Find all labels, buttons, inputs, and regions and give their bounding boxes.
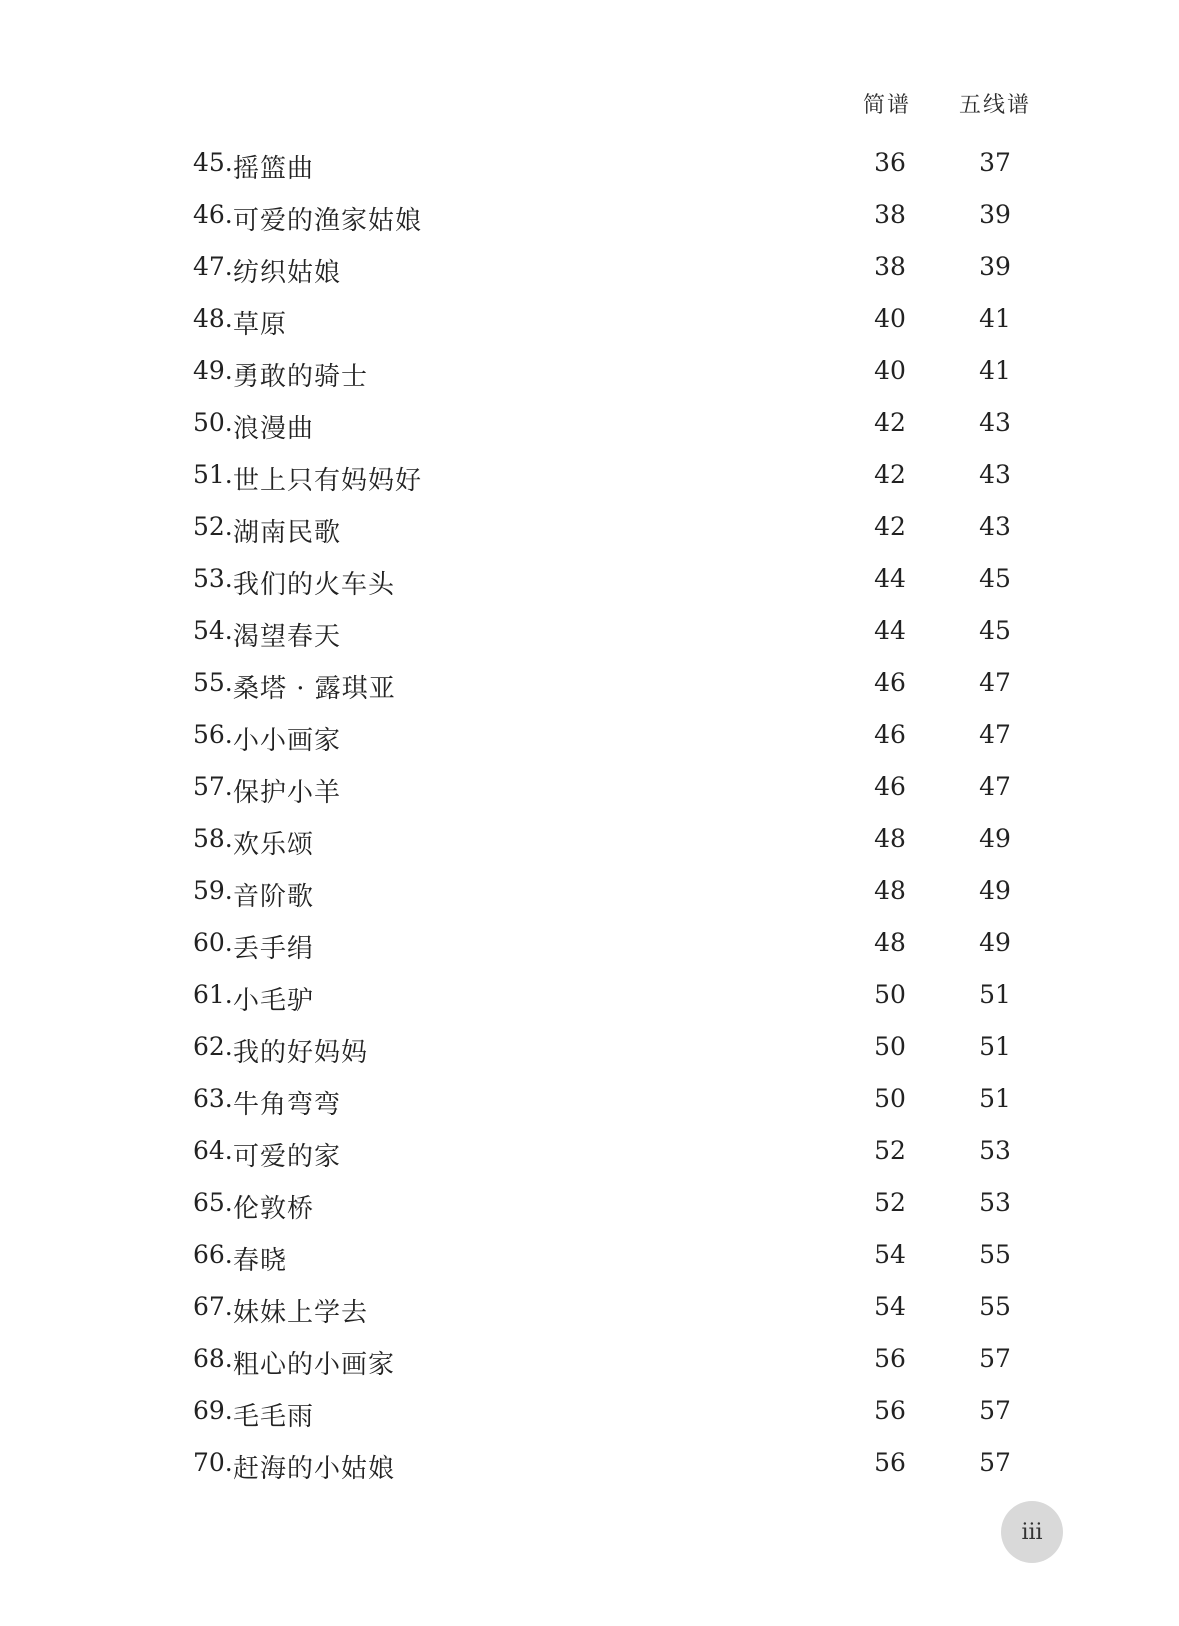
entry-page-wuxianpu: 53 bbox=[979, 1136, 1011, 1165]
entry-page-jianpu: 46 bbox=[874, 720, 906, 749]
entry-page-wuxianpu: 51 bbox=[979, 1032, 1011, 1061]
entry-page-wuxianpu: 39 bbox=[979, 252, 1011, 281]
entry-title: 保护小羊 bbox=[233, 778, 342, 808]
entry-number: 67. bbox=[193, 1292, 233, 1321]
entry-number: 45. bbox=[193, 148, 233, 177]
toc-entry[interactable] bbox=[0, 140, 1179, 192]
toc-entry[interactable] bbox=[0, 1284, 1179, 1336]
entry-title: 草原 bbox=[233, 310, 288, 340]
entry-number: 52. bbox=[193, 512, 233, 541]
entry-page-jianpu: 52 bbox=[874, 1136, 906, 1165]
entry-page-jianpu: 44 bbox=[874, 564, 906, 593]
entry-page-wuxianpu: 49 bbox=[979, 876, 1011, 905]
entry-page-jianpu: 50 bbox=[874, 1084, 906, 1113]
toc-entry[interactable] bbox=[0, 868, 1179, 920]
entry-page-wuxianpu: 51 bbox=[979, 1084, 1011, 1113]
toc-entry[interactable] bbox=[0, 556, 1179, 608]
entry-page-wuxianpu: 37 bbox=[979, 148, 1011, 177]
entry-page-jianpu: 56 bbox=[874, 1448, 906, 1477]
toc-entry[interactable] bbox=[0, 1440, 1179, 1492]
entry-page-wuxianpu: 47 bbox=[979, 668, 1011, 697]
entry-page-wuxianpu: 49 bbox=[979, 824, 1011, 853]
toc-entry[interactable] bbox=[0, 296, 1179, 348]
entry-number: 48. bbox=[193, 304, 233, 333]
entry-title: 牛角弯弯 bbox=[233, 1090, 342, 1120]
toc-entry[interactable] bbox=[0, 920, 1179, 972]
entry-title: 桑塔 · 露琪亚 bbox=[233, 674, 396, 704]
entry-page-wuxianpu: 47 bbox=[979, 772, 1011, 801]
entry-title: 渴望春天 bbox=[233, 622, 342, 652]
column-header-jianpu: 简谱 bbox=[862, 93, 911, 118]
entry-page-wuxianpu: 47 bbox=[979, 720, 1011, 749]
entry-number: 50. bbox=[193, 408, 233, 437]
entry-page-jianpu: 50 bbox=[874, 1032, 906, 1061]
entry-title: 我们的火车头 bbox=[233, 570, 396, 600]
entry-number: 51. bbox=[193, 460, 233, 489]
entry-page-jianpu: 48 bbox=[874, 824, 906, 853]
toc-entry[interactable] bbox=[0, 816, 1179, 868]
toc-entry[interactable] bbox=[0, 1180, 1179, 1232]
entry-number: 63. bbox=[193, 1084, 233, 1113]
entry-title: 摇篮曲 bbox=[233, 154, 315, 184]
entry-title: 妹妹上学去 bbox=[233, 1298, 369, 1328]
entry-page-jianpu: 54 bbox=[874, 1240, 906, 1269]
entry-page-wuxianpu: 53 bbox=[979, 1188, 1011, 1217]
entry-number: 57. bbox=[193, 772, 233, 801]
entry-page-jianpu: 56 bbox=[874, 1344, 906, 1373]
entry-page-jianpu: 36 bbox=[874, 148, 906, 177]
entry-page-jianpu: 42 bbox=[874, 408, 906, 437]
entry-title: 粗心的小画家 bbox=[233, 1350, 396, 1380]
entry-title: 伦敦桥 bbox=[233, 1194, 315, 1224]
entry-page-wuxianpu: 55 bbox=[979, 1292, 1011, 1321]
entry-page-wuxianpu: 57 bbox=[979, 1344, 1011, 1373]
toc-entry[interactable] bbox=[0, 244, 1179, 296]
toc-entry[interactable] bbox=[0, 712, 1179, 764]
toc-entry[interactable] bbox=[0, 1388, 1179, 1440]
entry-title: 可爱的家 bbox=[233, 1142, 342, 1172]
entry-page-jianpu: 48 bbox=[874, 876, 906, 905]
entry-page-wuxianpu: 39 bbox=[979, 200, 1011, 229]
entry-number: 64. bbox=[193, 1136, 233, 1165]
toc-entry[interactable] bbox=[0, 1076, 1179, 1128]
entry-page-jianpu: 50 bbox=[874, 980, 906, 1009]
entry-number: 55. bbox=[193, 668, 233, 697]
toc-entry[interactable] bbox=[0, 1232, 1179, 1284]
entry-page-jianpu: 42 bbox=[874, 512, 906, 541]
entry-number: 65. bbox=[193, 1188, 233, 1217]
toc-entry[interactable] bbox=[0, 1336, 1179, 1388]
entry-page-jianpu: 44 bbox=[874, 616, 906, 645]
entry-number: 47. bbox=[193, 252, 233, 281]
entry-number: 54. bbox=[193, 616, 233, 645]
toc-entry[interactable] bbox=[0, 1024, 1179, 1076]
entry-title: 丢手绢 bbox=[233, 934, 315, 964]
entry-title: 音阶歌 bbox=[233, 882, 315, 912]
entry-title: 毛毛雨 bbox=[233, 1402, 315, 1432]
entry-page-jianpu: 52 bbox=[874, 1188, 906, 1217]
entry-page-jianpu: 42 bbox=[874, 460, 906, 489]
entry-page-wuxianpu: 45 bbox=[979, 564, 1011, 593]
entry-page-wuxianpu: 51 bbox=[979, 980, 1011, 1009]
entry-page-wuxianpu: 43 bbox=[979, 512, 1011, 541]
entry-number: 49. bbox=[193, 356, 233, 385]
entry-page-jianpu: 46 bbox=[874, 772, 906, 801]
entry-page-jianpu: 46 bbox=[874, 668, 906, 697]
entry-title: 春晓 bbox=[233, 1246, 288, 1276]
toc-entry[interactable] bbox=[0, 1128, 1179, 1180]
entry-title: 世上只有妈妈好 bbox=[233, 466, 423, 496]
entry-page-jianpu: 48 bbox=[874, 928, 906, 957]
entry-number: 61. bbox=[193, 980, 233, 1009]
toc-entry[interactable] bbox=[0, 660, 1179, 712]
entry-number: 66. bbox=[193, 1240, 233, 1269]
entry-title: 我的好妈妈 bbox=[233, 1038, 369, 1068]
toc-entry[interactable] bbox=[0, 348, 1179, 400]
column-header-wuxianpu: 五线谱 bbox=[958, 93, 1031, 118]
entry-page-jianpu: 38 bbox=[874, 252, 906, 281]
entry-number: 68. bbox=[193, 1344, 233, 1373]
toc-entry[interactable] bbox=[0, 972, 1179, 1024]
entry-number: 58. bbox=[193, 824, 233, 853]
entry-number: 59. bbox=[193, 876, 233, 905]
entry-title: 赶海的小姑娘 bbox=[233, 1454, 396, 1484]
entry-title: 勇敢的骑士 bbox=[233, 362, 369, 392]
page-number-badge bbox=[1001, 1501, 1063, 1563]
entry-title: 纺织姑娘 bbox=[233, 258, 342, 288]
toc-entry[interactable] bbox=[0, 192, 1179, 244]
toc-entry[interactable] bbox=[0, 504, 1179, 556]
entry-title: 小小画家 bbox=[233, 726, 342, 756]
column-header bbox=[0, 88, 1179, 118]
entry-page-jianpu: 40 bbox=[874, 356, 906, 385]
toc-entry[interactable] bbox=[0, 608, 1179, 660]
entry-page-jianpu: 56 bbox=[874, 1396, 906, 1425]
entry-title: 小毛驴 bbox=[233, 986, 315, 1016]
entry-page-wuxianpu: 43 bbox=[979, 460, 1011, 489]
entry-title: 欢乐颂 bbox=[233, 830, 315, 860]
entry-number: 62. bbox=[193, 1032, 233, 1061]
entry-number: 60. bbox=[193, 928, 233, 957]
entry-page-wuxianpu: 57 bbox=[979, 1448, 1011, 1477]
entry-page-wuxianpu: 45 bbox=[979, 616, 1011, 645]
entry-page-jianpu: 38 bbox=[874, 200, 906, 229]
toc-entry[interactable] bbox=[0, 764, 1179, 816]
entry-page-wuxianpu: 41 bbox=[979, 304, 1011, 333]
entry-title: 浪漫曲 bbox=[233, 414, 315, 444]
toc-entry[interactable] bbox=[0, 452, 1179, 504]
entry-number: 69. bbox=[193, 1396, 233, 1425]
page-number: iii bbox=[1021, 1519, 1043, 1545]
entry-page-wuxianpu: 43 bbox=[979, 408, 1011, 437]
entry-number: 46. bbox=[193, 200, 233, 229]
entry-page-wuxianpu: 49 bbox=[979, 928, 1011, 957]
entry-page-wuxianpu: 57 bbox=[979, 1396, 1011, 1425]
entry-page-jianpu: 54 bbox=[874, 1292, 906, 1321]
entry-number: 56. bbox=[193, 720, 233, 749]
entry-number: 70. bbox=[193, 1448, 233, 1477]
entry-title: 可爱的渔家姑娘 bbox=[233, 206, 423, 236]
entry-number: 53. bbox=[193, 564, 233, 593]
table-of-contents bbox=[0, 140, 1179, 1492]
entry-page-jianpu: 40 bbox=[874, 304, 906, 333]
toc-entry[interactable] bbox=[0, 400, 1179, 452]
entry-page-wuxianpu: 41 bbox=[979, 356, 1011, 385]
entry-title: 湖南民歌 bbox=[233, 518, 342, 548]
entry-page-wuxianpu: 55 bbox=[979, 1240, 1011, 1269]
